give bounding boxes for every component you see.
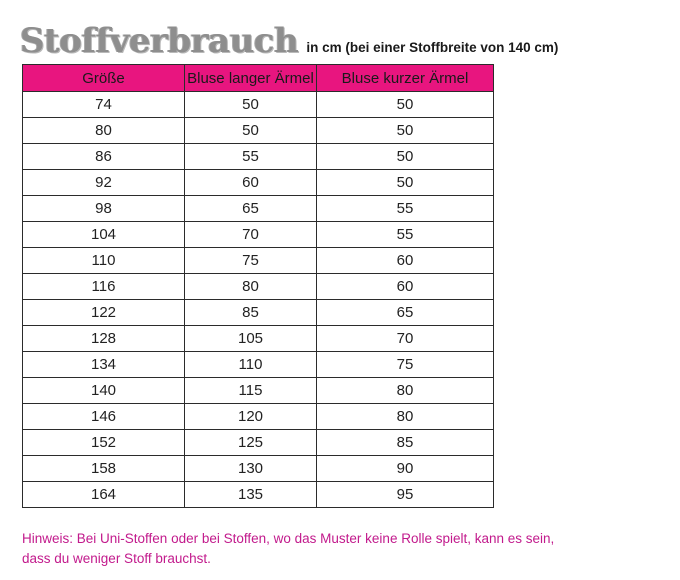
cell-long-sleeve: 130 [185, 456, 317, 482]
column-header-short-sleeve: Bluse kurzer Ärmel [317, 65, 494, 92]
cell-short-sleeve: 75 [317, 352, 494, 378]
cell-size: 158 [23, 456, 185, 482]
cell-long-sleeve: 105 [185, 326, 317, 352]
table-row [23, 352, 494, 378]
fabric-consumption-table [22, 64, 494, 508]
cell-size: 146 [23, 404, 185, 430]
cell-long-sleeve: 85 [185, 300, 317, 326]
cell-long-sleeve: 55 [185, 144, 317, 170]
cell-long-sleeve: 115 [185, 378, 317, 404]
cell-short-sleeve: 80 [317, 404, 494, 430]
table-row [23, 430, 494, 456]
cell-size: 86 [23, 144, 185, 170]
cell-short-sleeve: 60 [317, 248, 494, 274]
cell-short-sleeve: 85 [317, 430, 494, 456]
table-row [23, 482, 494, 508]
cell-size: 74 [23, 92, 185, 118]
table-row [23, 248, 494, 274]
cell-size: 104 [23, 222, 185, 248]
table-row [23, 300, 494, 326]
table-row [23, 144, 494, 170]
page-title: Stoffverbrauch [20, 21, 299, 61]
cell-long-sleeve: 70 [185, 222, 317, 248]
hint-note [22, 529, 662, 569]
cell-short-sleeve: 55 [317, 196, 494, 222]
table-header-row [23, 65, 494, 92]
cell-short-sleeve: 50 [317, 92, 494, 118]
cell-size: 140 [23, 378, 185, 404]
table-row [23, 404, 494, 430]
cell-short-sleeve: 55 [317, 222, 494, 248]
cell-size: 152 [23, 430, 185, 456]
table-row [23, 326, 494, 352]
cell-short-sleeve: 65 [317, 300, 494, 326]
cell-long-sleeve: 110 [185, 352, 317, 378]
table-row [23, 170, 494, 196]
table-row [23, 274, 494, 300]
table-body [23, 92, 494, 508]
cell-short-sleeve: 50 [317, 144, 494, 170]
table-row [23, 118, 494, 144]
cell-short-sleeve: 60 [317, 274, 494, 300]
cell-size: 122 [23, 300, 185, 326]
cell-long-sleeve: 125 [185, 430, 317, 456]
cell-long-sleeve: 75 [185, 248, 317, 274]
cell-size: 164 [23, 482, 185, 508]
cell-size: 92 [23, 170, 185, 196]
cell-short-sleeve: 95 [317, 482, 494, 508]
table-row [23, 456, 494, 482]
column-header-long-sleeve: Bluse langer Ärmel [185, 65, 317, 92]
cell-long-sleeve: 65 [185, 196, 317, 222]
cell-long-sleeve: 80 [185, 274, 317, 300]
cell-long-sleeve: 50 [185, 92, 317, 118]
cell-size: 134 [23, 352, 185, 378]
cell-size: 110 [23, 248, 185, 274]
cell-long-sleeve: 50 [185, 118, 317, 144]
cell-long-sleeve: 120 [185, 404, 317, 430]
table-row [23, 222, 494, 248]
table-row [23, 92, 494, 118]
cell-short-sleeve: 70 [317, 326, 494, 352]
column-header-size: Größe [23, 65, 185, 92]
page-subtitle: in cm (bei einer Stoffbreite von 140 cm) [306, 40, 559, 55]
hint-line-2: dass du weniger Stoff brauchst. [22, 551, 211, 566]
page-header [20, 22, 558, 60]
cell-size: 128 [23, 326, 185, 352]
cell-short-sleeve: 50 [317, 118, 494, 144]
cell-short-sleeve: 50 [317, 170, 494, 196]
cell-size: 80 [23, 118, 185, 144]
cell-size: 116 [23, 274, 185, 300]
cell-short-sleeve: 80 [317, 378, 494, 404]
cell-short-sleeve: 90 [317, 456, 494, 482]
cell-long-sleeve: 60 [185, 170, 317, 196]
table-row [23, 378, 494, 404]
cell-long-sleeve: 135 [185, 482, 317, 508]
table-row [23, 196, 494, 222]
hint-line-1: Hinweis: Bei Uni-Stoffen oder bei Stoffen, wo das Muster keine Rolle spielt, kann es sein, [22, 531, 555, 546]
cell-size: 98 [23, 196, 185, 222]
